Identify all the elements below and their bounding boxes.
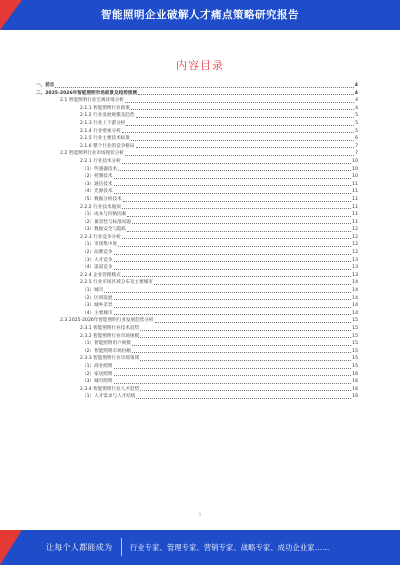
toc-leader-dots (131, 140, 354, 141)
toc-entry-title: 2.1.6 整个行业的竞争格局 (80, 143, 135, 149)
toc-entry[interactable] (36, 112, 358, 120)
toc-entry-page: 11 (352, 204, 358, 210)
toc-entry-title: （3）人才竞争 (82, 257, 113, 263)
toc-entry[interactable] (36, 371, 358, 379)
toc-leader-dots (122, 132, 354, 133)
toc-entry-page: 15 (352, 348, 358, 354)
footer-accent-stripe (0, 530, 22, 565)
toc-entry[interactable] (36, 188, 358, 196)
toc-entry[interactable] (36, 196, 358, 204)
toc-entry[interactable] (36, 181, 358, 189)
toc-entry-page: 15 (352, 333, 358, 339)
toc-leader-dots (125, 102, 354, 103)
toc-leader-dots (114, 178, 352, 179)
toc-entry-page: 5 (355, 128, 358, 134)
footer-divider (121, 538, 122, 556)
toc-entry-page: 5 (355, 113, 358, 119)
toc-entry-title: （1）成本与价格因素 (82, 212, 127, 218)
toc-entry-title: 2.3.1 智能照明行业技术趋势 (80, 326, 140, 331)
toc-entry-page: 13 (352, 257, 358, 263)
toc-entry[interactable] (36, 257, 358, 265)
toc-entry-page: 7 (355, 151, 358, 157)
toc-leader-dots (122, 163, 351, 164)
toc-entry-page: 14 (352, 310, 358, 316)
toc-entry[interactable] (36, 363, 358, 371)
toc-entry-title: 2.1.4 行业壁垒分析 (80, 128, 121, 134)
toc-entry[interactable] (36, 279, 358, 287)
toc-leader-dots (140, 337, 351, 338)
toc-entry-page: 4 (355, 98, 358, 104)
toc-entry[interactable] (36, 105, 358, 113)
toc-entry[interactable] (36, 241, 358, 249)
toc-entry-page: 4 (355, 105, 358, 111)
toc-entry-title: 2.2 智能照明行业市场现状分析 (60, 151, 124, 157)
toc-entry-title: （1）传感器技术 (82, 166, 118, 172)
toc-leader-dots (114, 383, 352, 384)
toc-leader-dots (136, 398, 351, 399)
toc-leader-dots (114, 368, 352, 369)
toc-entry[interactable] (36, 226, 358, 234)
toc-entry-page: 10 (352, 158, 358, 164)
toc-entry-page: 12 (352, 234, 358, 240)
toc-leader-dots (138, 94, 354, 95)
toc-entry-title: （3）城市照明 (82, 379, 113, 385)
toc-leader-dots (132, 352, 351, 353)
toc-entry[interactable] (36, 234, 358, 242)
toc-entry-page: 15 (352, 326, 358, 331)
toc-entry-title: （2）兼容性与标准问题 (82, 219, 131, 225)
toc-leader-dots (127, 231, 351, 232)
toc-entry-title: （2）控制技术 (82, 174, 113, 180)
toc-entry-page: 16 (352, 379, 358, 385)
toc-entry-title: （4）光源技术 (82, 189, 113, 195)
toc-entry-page: 10 (352, 174, 358, 180)
toc-entry-title: 2.1.2 行业发展规模及趋势 (80, 113, 135, 119)
toc-entry-page: 12 (352, 250, 358, 256)
toc-leader-dots (136, 147, 355, 148)
toc-entry-title: （5）数据分析技术 (82, 196, 122, 202)
toc-entry[interactable] (36, 302, 358, 310)
toc-leader-dots (123, 201, 351, 202)
toc-entry[interactable] (36, 128, 358, 136)
toc-leader-dots (114, 307, 352, 308)
toc-entry-title: 2.3.2 智能照明行业市场规模 (80, 333, 140, 339)
toc-leader-dots (154, 284, 351, 285)
toc-entry-title: 2.2.3 行业竞争分析 (80, 234, 121, 240)
toc-leader-dots (136, 117, 355, 118)
toc-entry-title: 2.1 智能照明行业宏观环境分析 (60, 98, 124, 104)
toc-entry-page: 15 (352, 363, 358, 369)
toc-entry-title: （4）主要城市 (82, 310, 113, 316)
toc-entry-page: 14 (352, 280, 358, 286)
toc-entry-title: （2）品牌竞争 (82, 250, 113, 256)
toc-entry-title: （1）商业照明 (82, 363, 113, 369)
toc-entry-title: （3）通信技术 (82, 181, 113, 187)
toc-entry-page: 15 (352, 341, 358, 347)
toc-entry[interactable] (36, 173, 358, 181)
toc-entry[interactable] (36, 295, 358, 303)
toc-entry[interactable] (36, 249, 358, 257)
toc-entry-title: （3）数据安全与隐私 (82, 227, 127, 233)
toc-entry-page: 10 (352, 166, 358, 172)
toc-entry[interactable] (36, 82, 358, 90)
toc-entry-title: （1）市场集中度 (82, 242, 118, 248)
toc-entry[interactable] (36, 219, 358, 227)
toc-entry[interactable] (36, 264, 358, 272)
toc-entry-title: （1）人才需求与人才结构 (82, 394, 136, 400)
toc-leader-dots (114, 261, 352, 262)
toc-entry[interactable] (36, 150, 358, 158)
toc-entry[interactable] (36, 340, 358, 348)
toc-leader-dots (104, 292, 351, 293)
toc-entry-title: 一、前言 (36, 83, 55, 88)
toc-leader-dots (140, 330, 351, 331)
toc-entry[interactable] (36, 211, 358, 219)
toc-entry[interactable] (36, 333, 358, 341)
toc-entry[interactable] (36, 393, 358, 401)
toc-entry-title: 2.1.5 行业主要技术标准 (80, 136, 130, 142)
footer-slogan: 让每个人都能成为 (46, 543, 113, 552)
toc-leader-dots (118, 246, 351, 247)
toc-entry-page: 16 (352, 394, 358, 400)
toc-leader-dots (140, 360, 351, 361)
toc-entry[interactable] (36, 287, 358, 295)
toc-entry-title: 2.2.2 行业技术瓶颈 (80, 204, 121, 210)
toc-entry-title: （3）城乡差异 (82, 303, 113, 309)
toc-leader-dots (125, 155, 354, 156)
toc-entry-page: 16 (352, 386, 358, 392)
toc-entry-title: 2.1.3 行业上下游分析 (80, 120, 126, 126)
toc-entry-page: 13 (352, 265, 358, 271)
toc-entry[interactable] (36, 166, 358, 174)
toc-entry[interactable] (36, 90, 358, 98)
toc-entry-title: （2）家居照明 (82, 371, 113, 377)
toc-entry-title: 二、2025-2026年智能照明市场前景及趋势预测 (36, 90, 137, 96)
toc-entry-page: 15 (352, 356, 358, 362)
toc-entry-page: 15 (352, 318, 358, 324)
toc-leader-dots (140, 390, 351, 391)
table-of-contents (36, 82, 358, 401)
toc-entry-page: 14 (352, 295, 358, 301)
toc-leader-dots (114, 375, 352, 376)
toc-heading: 内容目录 (176, 59, 224, 72)
toc-entry-title: （2）区域发展 (82, 295, 113, 301)
toc-leader-dots (132, 345, 351, 346)
toc-entry-page: 5 (355, 120, 358, 126)
toc-entry[interactable] (36, 386, 358, 394)
toc-entry-page: 11 (352, 196, 358, 202)
toc-entry[interactable] (36, 317, 358, 325)
toc-entry-title: （1）智能照明用户规模 (82, 341, 131, 347)
toc-entry-title: 2.2.5 行业市场区域分布及主要城市 (80, 280, 153, 286)
report-title: 智能照明企业破解人才痛点策略研究报告 (101, 9, 299, 21)
toc-entry-title: 2.2.1 行业技术分析 (80, 158, 121, 164)
toc-entry-page: 6 (355, 136, 358, 142)
toc-entry[interactable] (36, 135, 358, 143)
toc-leader-dots (114, 269, 352, 270)
toc-entry-title: （1）城市 (82, 288, 104, 294)
toc-entry-page: 12 (352, 242, 358, 248)
toc-leader-dots (114, 185, 352, 186)
toc-entry[interactable] (36, 310, 358, 318)
toc-entry-page: 4 (354, 83, 358, 88)
toc-entry[interactable] (36, 120, 358, 128)
toc-leader-dots (114, 254, 352, 255)
toc-entry-title: 2.2.4 企业管理模式 (80, 272, 121, 278)
toc-entry-title: 2.1.1 智能照明行业政策 (80, 105, 130, 111)
toc-entry[interactable] (36, 97, 358, 105)
toc-entry-page: 14 (352, 303, 358, 309)
toc-entry-title: 2.3.3 智能照明行业市场领域 (80, 356, 140, 362)
toc-entry-page: 12 (352, 227, 358, 233)
toc-entry-page: 7 (355, 143, 358, 149)
toc-entry-title: 2.3 2025-2026年智能照明行业发展趋势分析 (60, 318, 154, 324)
toc-leader-dots (131, 109, 354, 110)
toc-entry[interactable] (36, 143, 358, 151)
toc-leader-dots (118, 170, 351, 171)
toc-leader-dots (126, 125, 354, 126)
toc-leader-dots (132, 223, 351, 224)
toc-entry-title: 2.3.4 智能照明行业人才趋势 (80, 386, 140, 392)
toc-leader-dots (122, 276, 351, 277)
toc-entry[interactable] (36, 204, 358, 212)
toc-leader-dots (122, 238, 351, 239)
toc-entry[interactable] (36, 325, 358, 333)
toc-entry[interactable] (36, 348, 358, 356)
toc-leader-dots (114, 193, 352, 194)
toc-entry-page: 11 (352, 189, 358, 195)
toc-entry-page: 11 (352, 219, 358, 225)
page-number: 1 (198, 512, 202, 517)
toc-entry-page: 11 (352, 181, 358, 187)
toc-entry[interactable] (36, 355, 358, 363)
toc-leader-dots (155, 322, 352, 323)
toc-leader-dots (122, 208, 351, 209)
toc-entry-page: 13 (352, 272, 358, 278)
toc-entry[interactable] (36, 158, 358, 166)
toc-leader-dots (114, 299, 352, 300)
toc-entry-title: （2）智能照明市场份额 (82, 348, 131, 354)
toc-entry[interactable] (36, 378, 358, 386)
toc-entry-page: 11 (352, 212, 358, 218)
toc-leader-dots (114, 314, 352, 315)
toc-entry-page: 4 (354, 90, 358, 96)
toc-entry-page: 14 (352, 288, 358, 294)
toc-leader-dots (55, 87, 353, 88)
footer-roles: 行业专家、管理专家、营销专家、战略专家、成功企业家…… (130, 543, 330, 552)
toc-entry[interactable] (36, 272, 358, 280)
toc-entry-title: （4）渠道竞争 (82, 265, 113, 271)
toc-leader-dots (127, 216, 351, 217)
toc-entry-page: 16 (352, 371, 358, 377)
